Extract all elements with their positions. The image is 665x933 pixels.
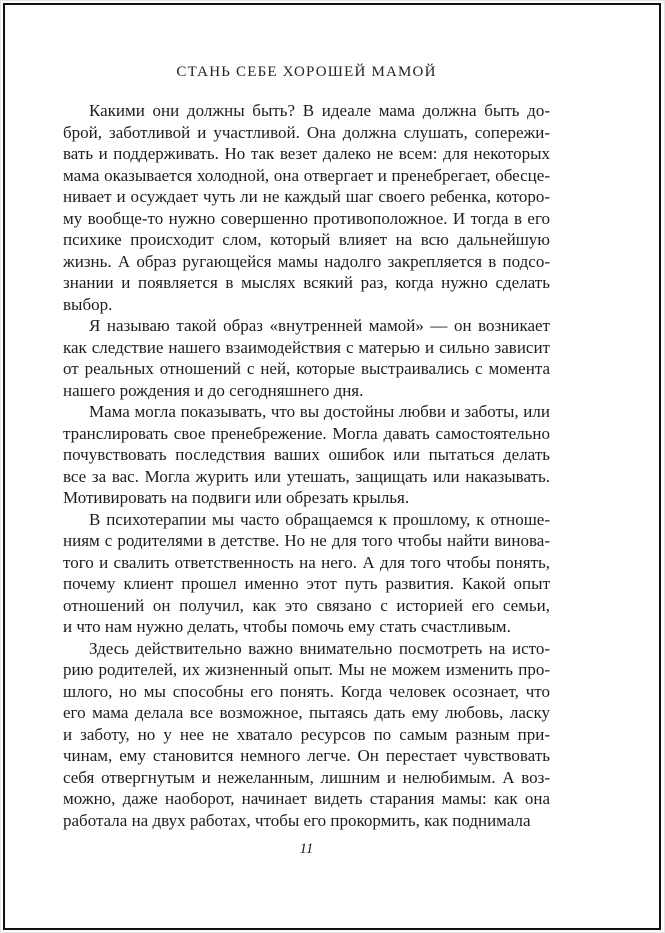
text-line: нашего рождения и до сегодняшнего дня. <box>63 380 364 400</box>
text-line: знании и появляется в мыслях всякий раз, когда нужно сделать <box>63 273 550 292</box>
text-line: ниям с родителями в детстве. Но не для того чтобы найти винова- <box>63 531 550 550</box>
text-line: себя отвергнутым и нежеланным, лишним и нелюбимым. А воз- <box>63 767 550 787</box>
text-line: В психотерапии мы часто обращаемся к прошлому, к отноше- <box>89 509 550 529</box>
paragraph <box>63 401 550 509</box>
paragraph <box>63 315 550 401</box>
text-line: рию родителей, их жизненный опыт. Мы не можем изменить про- <box>63 660 550 679</box>
text-line: нивает и осуждает чуть ли не каждый шаг своего ребенка, которо- <box>63 187 550 206</box>
text-line: почувствовать последствия ваших ошибок или пытаться делать <box>63 445 550 464</box>
text-line: его мама делала все возможное, пытаясь дать ему любовь, ласку <box>63 703 550 722</box>
text-line: выбор. <box>63 294 113 314</box>
text-line: вать и поддерживать. Но так везет далеко не всем: для некоторых <box>63 144 550 163</box>
text-line: можно, даже наоборот, начинает видеть старания мамы: как она <box>63 789 550 808</box>
text-line: шлого, но мы способны его понять. Когда человек осознает, что <box>63 681 550 701</box>
text-line: Мама могла показывать, что вы достойны любви и заботы, или <box>89 402 550 421</box>
text-line: брой, заботливой и участливой. Она должна слушать, сопережи- <box>63 122 550 142</box>
text-line: мама оказывается холодной, она отвергает и пренебрегает, обесце- <box>63 165 550 185</box>
text-line: работала на двух работах, чтобы его прокормить, как поднимала <box>63 810 531 830</box>
text-line: того и свалить ответственность на него. А для того чтобы понять, <box>63 552 550 572</box>
text-line: Здесь действительно важно внимательно посмотреть на исто- <box>89 638 550 658</box>
text-line: почему клиент прошел именно этот путь развития. Какой опыт <box>63 574 550 593</box>
paragraph <box>63 638 550 832</box>
text-line: жизнь. А образ ругающейся мамы надолго закрепляется в подсо- <box>63 251 550 271</box>
text-line: и что нам нужно делать, чтобы помочь ему стать счастливым. <box>63 617 511 636</box>
text-line: и заботу, но у нее не хватало ресурсов по самым разным при- <box>63 724 550 744</box>
text-line: му вообще-то нужно совершенно противоположное. И тогда в его <box>63 208 550 228</box>
running-header: СТАНЬ СЕБЕ ХОРОШЕЙ МАМОЙ <box>176 64 437 80</box>
text-line: Какими они должны быть? В идеале мама должна быть до- <box>89 101 550 120</box>
text-line: транслировать свое пренебрежение. Могла давать самостоятельно <box>63 423 550 443</box>
text-line: отношений он получил, как это связано с историей его семьи, <box>63 595 550 615</box>
text-line: Я называю такой образ «внутренней мамой» — он возникает <box>89 316 550 335</box>
page-number: 11 <box>299 841 314 857</box>
text-line: чинам, ему становится немного легче. Он перестает чувствовать <box>63 746 550 765</box>
text-line: как следствие нашего взаимодействия с матерью и сильно зависит <box>63 337 550 357</box>
text-line: все за вас. Могла журить или утешать, защищать или наказывать. <box>63 466 550 486</box>
text-line: психике происходит слом, который влияет на всю дальнейшую <box>63 230 550 249</box>
body-text <box>63 100 550 831</box>
paragraph <box>63 509 550 638</box>
text-line: Мотивировать на подвиги или обрезать крылья. <box>63 488 410 507</box>
paragraph <box>63 100 550 315</box>
text-line: от реальных отношений с ней, которые выстраивались с момента <box>63 359 550 378</box>
